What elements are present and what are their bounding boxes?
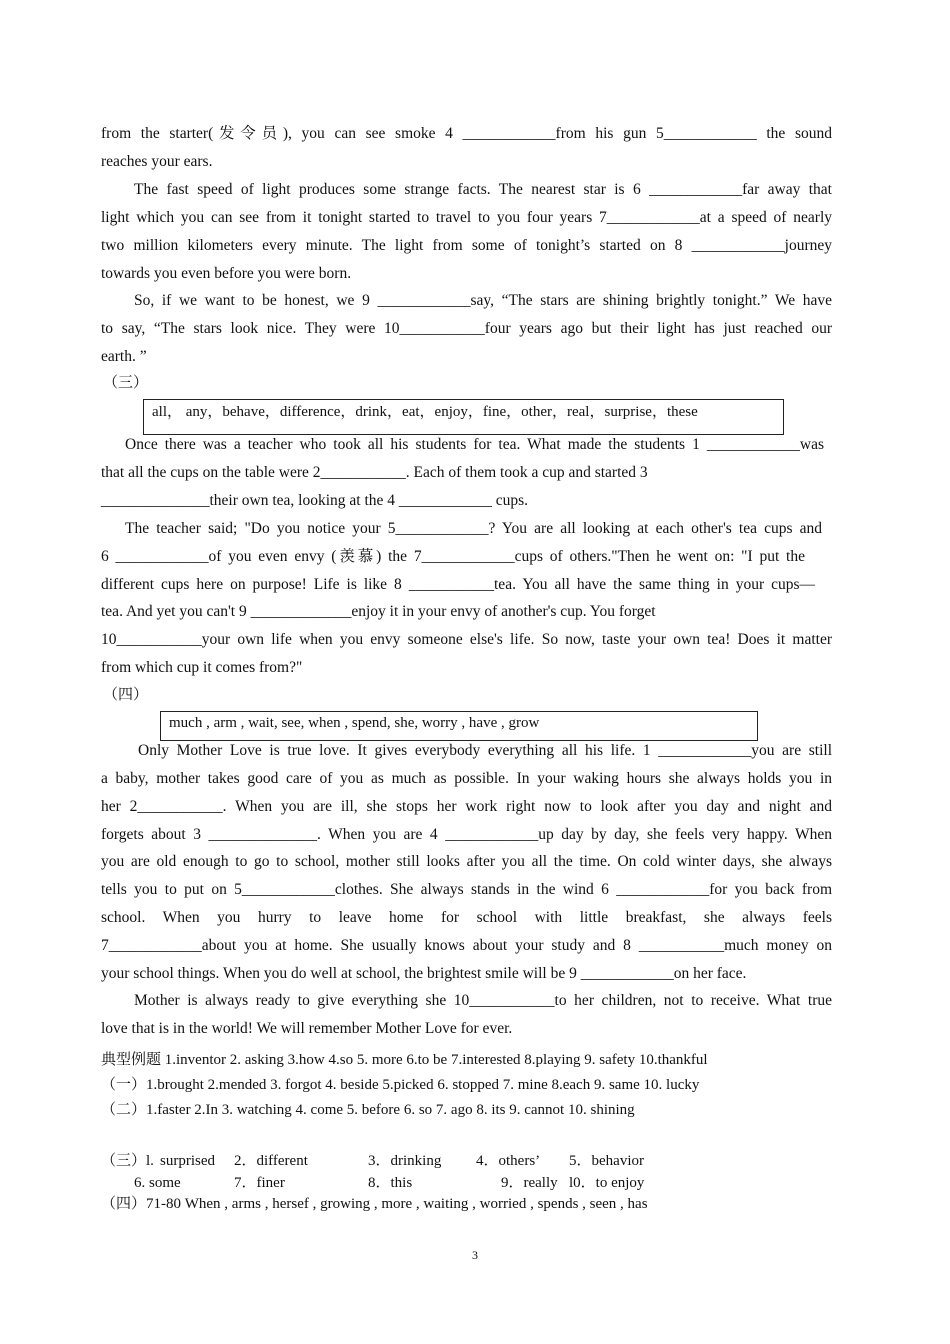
passage-line: two million kilometers every minute. The light from some of tonight’s started on 8 ____________journey [101, 237, 832, 254]
passage-line: from the starter(发令员), you can see smoke 4 ____________from his gun 5____________ the sound [101, 125, 832, 142]
answer-key-typical: 典型例题 1.inventor 2. asking 3.how 4.so 5. more 6.to be 7.interested 8.playing 9. safety 10.thankful [101, 1052, 708, 1068]
passage-line: that all the cups on the table were 2___________. Each of them took a cup and started 3 [101, 464, 648, 481]
passage-line: Only Mother Love is true love. It gives everybody everything all his life. 1 ____________you are still [138, 742, 832, 759]
section-label: （三） [103, 375, 149, 391]
passage-line: 7____________about you at home. She usually knows about your study and 8 ___________much money on [101, 937, 832, 954]
passage-line: Once there was a teacher who took all his students for tea. What made the students 1 ____________was [125, 436, 824, 453]
page-number: 3 [472, 1248, 478, 1262]
section-label: （四） [103, 687, 149, 703]
answer-key-2: （二）1.faster 2.In 3. watching 4. come 5. before 6. so 7. ago 8. its 9. cannot 10. shining [101, 1102, 635, 1118]
passage-line: tea. And yet you can't 9 _____________enjoy it in your envy of another's cup. You forget [101, 603, 656, 620]
answer-item: 7．finer [234, 1175, 285, 1191]
passage-line: you are old enough to go to school, mother still looks after you all the time. On cold winter days, she always [101, 853, 832, 870]
passage-line: tells you to put on 5____________clothes. She always stands in the wind 6 ____________for you back from [101, 881, 832, 898]
passage-line: ______________their own tea, looking at the 4 ____________ cups. [101, 492, 529, 509]
word-bank-box: all， any，behave，difference，drink，eat，enjoy，fine，other，real，surprise，these [143, 399, 784, 435]
answer-key-4: （四）71-80 When , arms , hersef , growing , more , waiting , worried , spends , seen , has [101, 1196, 648, 1212]
passage-line: Mother is always ready to give everything she 10___________to her children, not to receive. What true [134, 992, 832, 1009]
passage-line: different cups here on purpose! Life is like 8 ___________tea. You all have the same thing in your cups— [101, 576, 815, 593]
answer-item: 3．drinking [368, 1153, 442, 1169]
passage-line: The teacher said; "Do you notice your 5____________? You are all looking at each other's tea cups and [125, 520, 822, 537]
passage-line: her 2___________. When you are ill, she stops her work right now to look after you day and night and [101, 798, 832, 815]
passage-line: your school things. When you do well at school, the brightest smile will be 9 ____________on her face. [101, 965, 747, 982]
answer-item: 2．different [234, 1153, 308, 1169]
answer-key-1: （一）1.brought 2.mended 3. forgot 4. beside 5.picked 6. stopped 7. mine 8.each 9. same 10. lucky [101, 1077, 700, 1093]
passage-line: from which cup it comes from?" [101, 659, 303, 676]
answer-item: 9．really [501, 1175, 558, 1191]
passage-line: 6 ____________of you even envy (羡慕) the 7____________cups of others."Then he went on: "I put the [101, 548, 805, 565]
answer-item: 4．others’ [476, 1153, 541, 1169]
passage-line: earth. ” [101, 348, 147, 365]
passage-line: The fast speed of light produces some strange facts. The nearest star is 6 ____________far away that [134, 181, 832, 198]
passage-line: So, if we want to be honest, we 9 ____________say, “The stars are shining brightly tonight.” We have [134, 292, 832, 309]
passage-line: love that is in the world! We will remember Mother Love for ever. [101, 1020, 513, 1037]
word-bank-box: much , arm , wait, see, when , spend, she, worry , have , grow [160, 711, 758, 741]
passage-line: a baby, mother takes good care of you as much as possible. In your waking hours she always holds you in [101, 770, 832, 787]
answer-item: 8．this [368, 1175, 413, 1191]
answer-item: l0．to enjoy [569, 1175, 645, 1191]
passage-line: 10___________your own life when you envy someone else's life. So now, taste your own tea! Does it matter [101, 631, 832, 648]
passage-line: to say, “The stars look nice. They were 10___________four years ago but their light has just reached our [101, 320, 832, 337]
passage-line: towards you even before you were born. [101, 265, 352, 282]
passage-line: school. When you hurry to leave home for school with little breakfast, she always feels [101, 909, 832, 926]
answer-item: 6. some [134, 1175, 181, 1191]
passage-line: forgets about 3 ______________. When you are 4 ____________up day by day, she feels very happy. When [101, 826, 832, 843]
answer-item: surprised [160, 1153, 215, 1169]
passage-line: reaches your ears. [101, 153, 213, 170]
answer-key-3-prefix: （三）l. [101, 1153, 154, 1169]
answer-item: 5．behavior [569, 1153, 644, 1169]
passage-line: light which you can see from it tonight started to travel to you four years 7____________at a speed of nearly [101, 209, 832, 226]
